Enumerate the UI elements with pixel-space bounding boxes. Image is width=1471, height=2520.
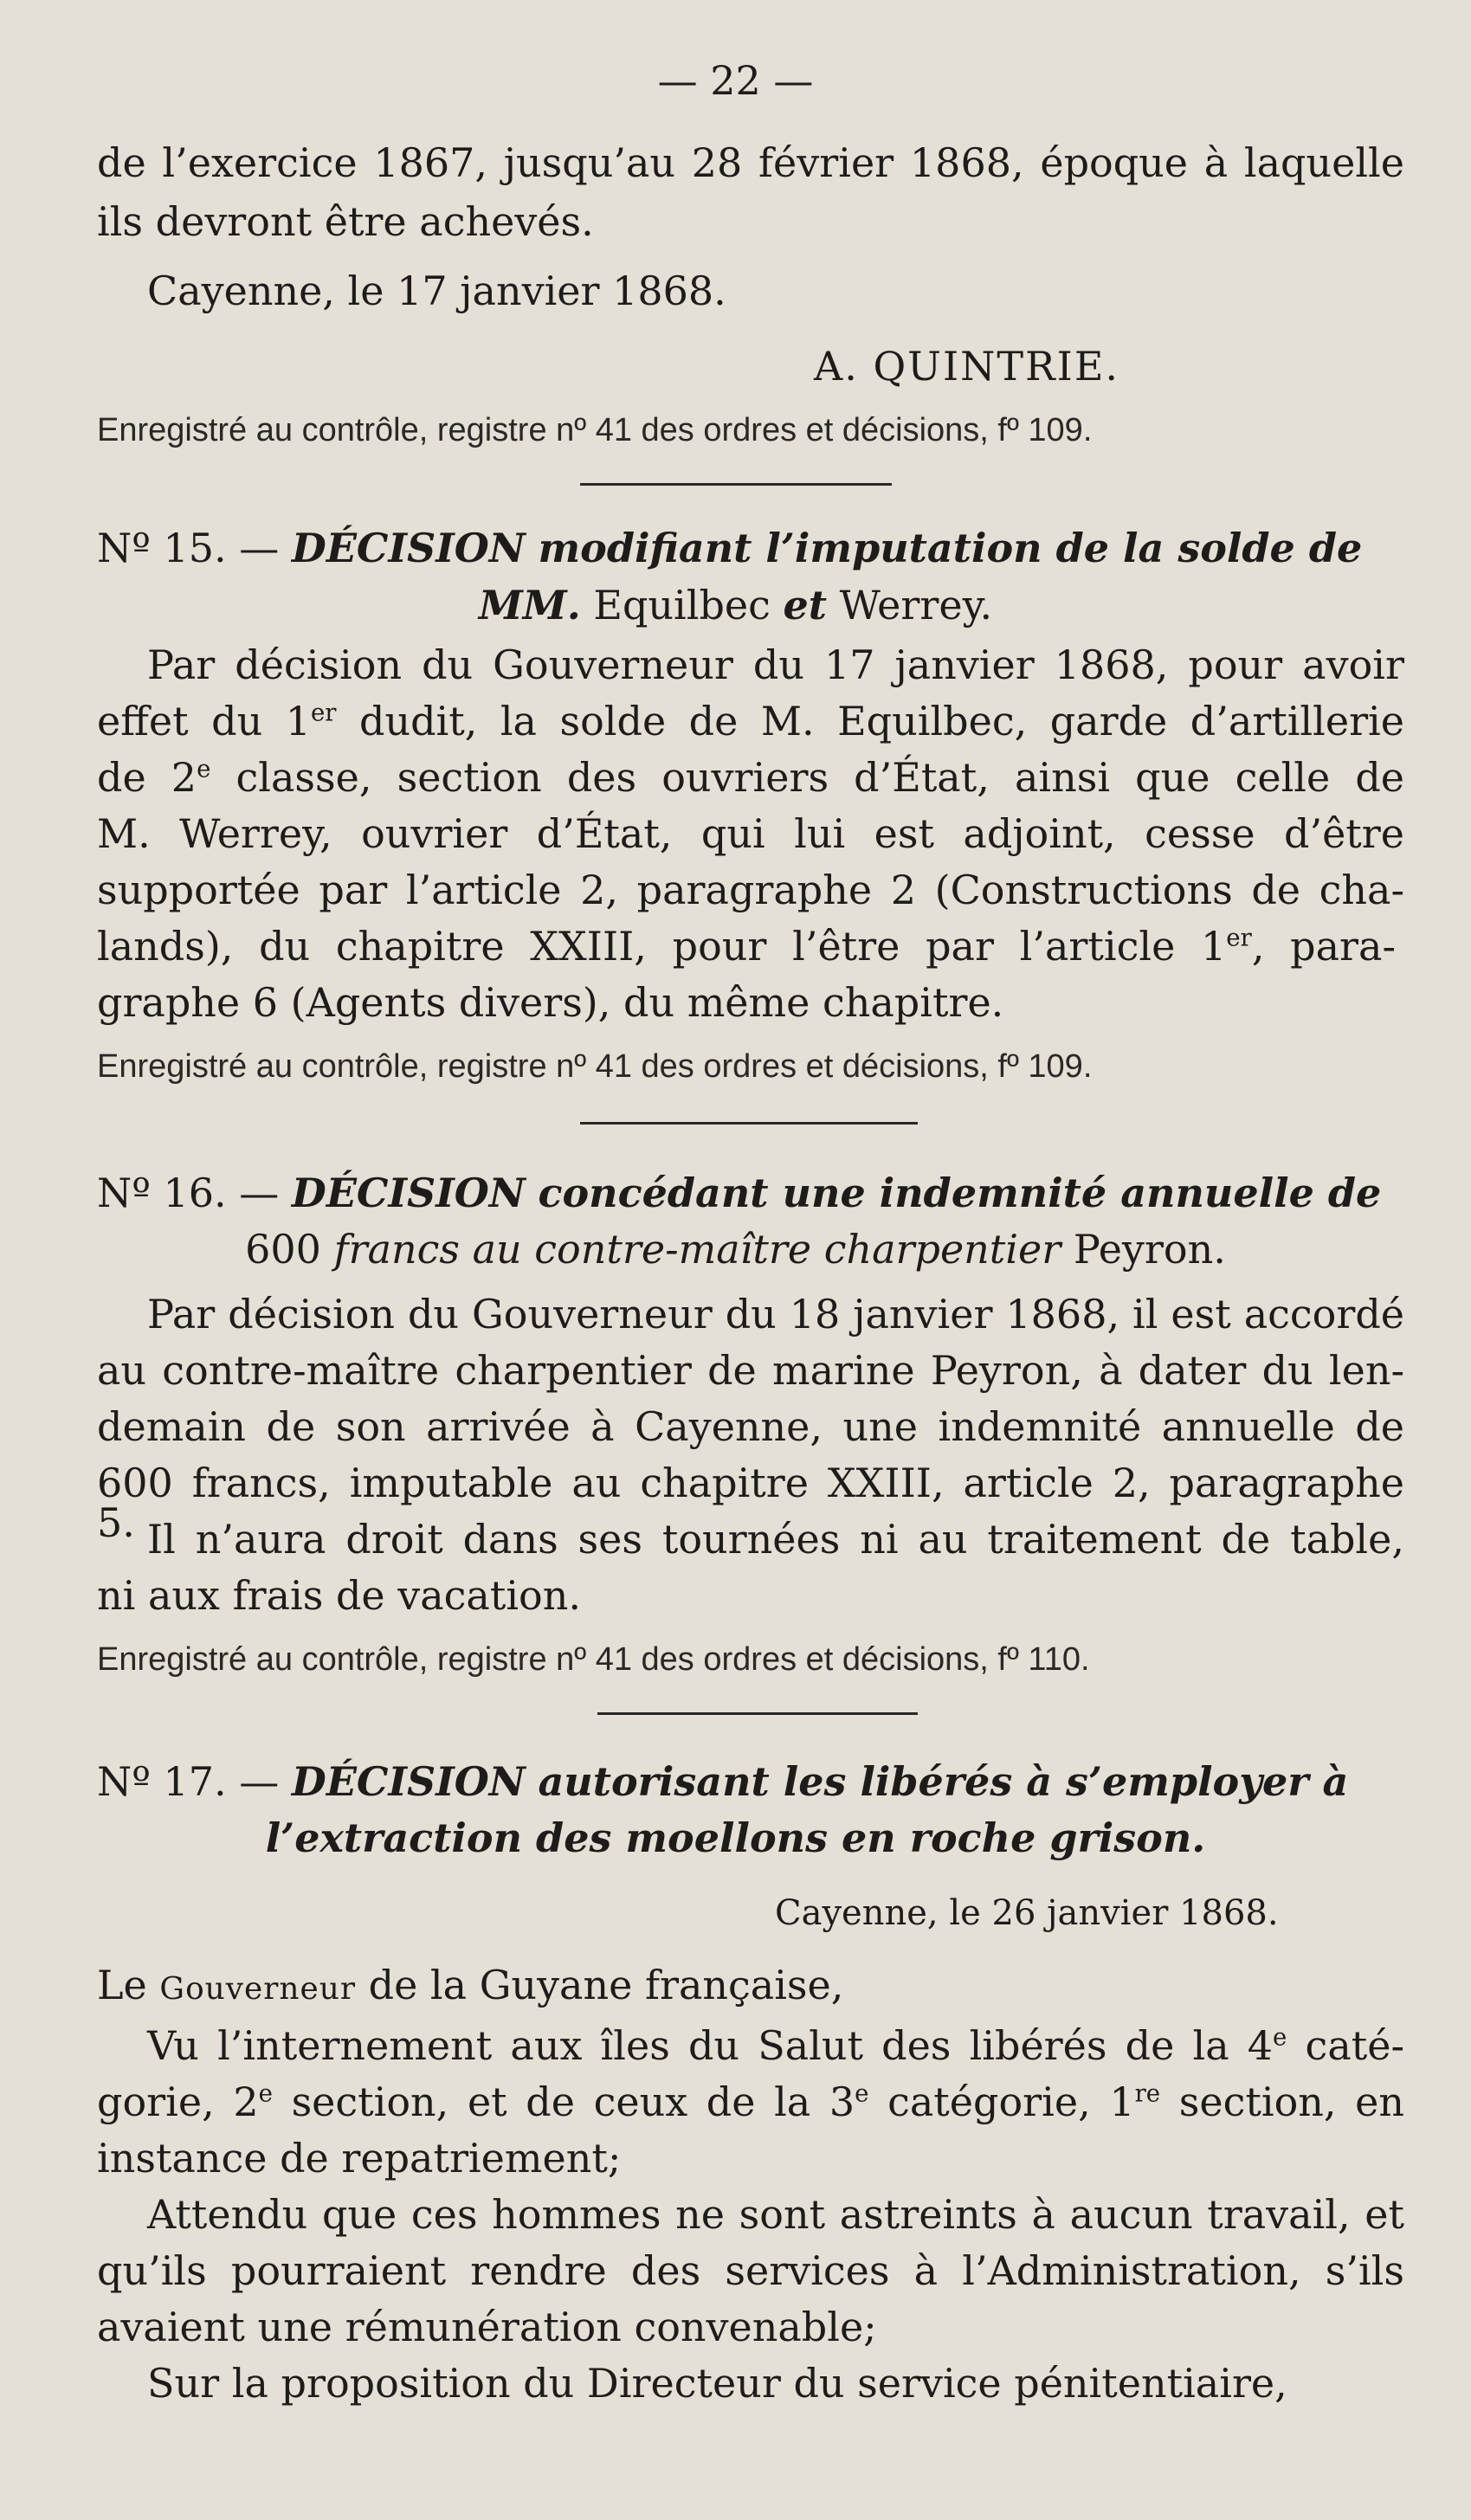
decision-17-body-line-5: qu’ils pourraient rendre des services à l’Administration, s’ils	[97, 2247, 1404, 2294]
intro-signature: A. QUINTRIE.	[814, 343, 1120, 390]
decision-15-number: Nº 15.	[97, 525, 227, 571]
divider-2	[580, 1122, 918, 1125]
text-segment: section, et de ceux de la 3	[272, 2079, 855, 2125]
decision-17-body-line-1	[147, 2022, 1404, 2069]
superscript: e	[197, 754, 211, 783]
text-segment: classe, section des ouvriers d’État, ainsi que celle de	[210, 754, 1405, 801]
decision-16-amount: 600	[245, 1226, 321, 1273]
intro-date: Cayenne, le 17 janvier 1868.	[147, 267, 726, 314]
decision-17-body-line-4: Attendu que ces hommes ne sont astreints à aucun travail, et	[147, 2191, 1404, 2238]
decision-16-title-rest: concédant une indemnité annuelle de	[538, 1170, 1382, 1216]
decision-15-body-line-1: Par décision du Gouverneur du 17 janvier 1868, pour avoir	[147, 641, 1404, 688]
decision-17-number: Nº 17.	[97, 1758, 227, 1805]
governor-word: Gouverneur	[159, 1971, 357, 2007]
text-segment: caté-	[1287, 2022, 1404, 2069]
decision-15-dash: —	[239, 525, 280, 571]
decision-17-label: DÉCISION	[291, 1758, 526, 1805]
decision-16-dash: —	[239, 1170, 280, 1216]
superscript: er	[1226, 923, 1252, 952]
decision-16-body-line-4: 600 francs, imputable au chapitre XXIII, article 2, paragraphe 5.	[97, 1460, 1404, 1546]
decision-15-body-line-3	[97, 754, 1405, 801]
decision-16-title-line-1	[97, 1170, 1404, 1216]
text-segment: section, en	[1160, 2079, 1404, 2125]
decision-16-body-line-6: ni aux frais de vacation.	[97, 1572, 581, 1619]
text-segment: effet du 1	[97, 698, 311, 744]
superscript: re	[1134, 2079, 1161, 2108]
decision-17-body-line-6: avaient une rémunération convenable;	[97, 2304, 877, 2350]
decision-15-title-line-2	[0, 582, 1471, 628]
decision-17-title-line-1	[97, 1758, 1404, 1805]
decision-15-registration: Enregistré au contrôle, registre nº 41 des ordres et décisions, fº 109.	[97, 1048, 1093, 1085]
decision-15-name-1: Equilbec	[593, 582, 771, 628]
superscript: e	[258, 2079, 273, 2108]
superscript: e	[1273, 2022, 1287, 2052]
decision-15-et: et	[783, 582, 828, 628]
decision-16-body-line-1: Par décision du Gouverneur du 18 janvier 1868, il est accordé	[147, 1291, 1404, 1337]
decision-15-title-line-1	[97, 525, 1404, 571]
decision-15-name-2: Werrey.	[839, 582, 993, 628]
decision-17-body-line-7: Sur la proposition du Directeur du service pénitentiaire,	[147, 2360, 1287, 2407]
decision-17-body-line-2	[97, 2079, 1404, 2125]
decision-16-title-line-2	[0, 1226, 1471, 1273]
decision-17-title-rest: autorisant les libérés à s’employer à	[538, 1758, 1349, 1805]
page-number: — 22 —	[657, 57, 814, 104]
superscript: er	[310, 698, 337, 727]
decision-17-title-line-2	[0, 1814, 1471, 1861]
decision-16-body-line-3: demain de son arrivée à Cayenne, une indemnité annuelle de	[97, 1403, 1404, 1450]
decision-16-body-line-2: au contre-maître charpentier de marine Peyron, à dater du len-	[97, 1347, 1404, 1394]
divider-1	[580, 483, 892, 486]
decision-15-body-line-7: graphe 6 (Agents divers), du même chapitre.	[97, 979, 1004, 1026]
decision-15-body-line-6	[97, 923, 1396, 970]
decision-17-governor-line	[97, 1962, 844, 2008]
decision-15-body-line-4: M. Werrey, ouvrier d’État, qui lui est adjoint, cesse d’être	[97, 810, 1404, 857]
decision-15-body-line-2	[97, 698, 1404, 744]
intro-registration: Enregistré au contrôle, registre nº 41 des ordres et décisions, fº 109.	[97, 412, 1093, 448]
decision-15-title-rest: modifiant l’imputation de la solde de	[538, 525, 1363, 571]
text-segment: lands), du chapitre XXIII, pour l’être par l’article 1	[97, 923, 1227, 970]
decision-16-number: Nº 16.	[97, 1170, 227, 1216]
decision-17-dash: —	[239, 1758, 280, 1805]
decision-15-label: DÉCISION	[291, 525, 526, 571]
intro-line-2: ils devront être achevés.	[97, 198, 594, 245]
decision-15-mm: MM.	[478, 582, 581, 628]
decision-16-body-line-5: Il n’aura droit dans ses tournées ni au traitement de table,	[147, 1516, 1404, 1563]
text-segment: Vu l’internement aux îles du Salut des libérés de la 4	[147, 2022, 1274, 2069]
text-segment: , para-	[1251, 923, 1396, 970]
decision-16-name: Peyron.	[1073, 1226, 1226, 1273]
text-segment: catégorie, 1	[868, 2079, 1135, 2125]
intro-line-1: de l’exercice 1867, jusqu’au 28 février 1868, époque à laquelle	[97, 139, 1404, 186]
decision-15-body-line-5: supportée par l’article 2, paragraphe 2 (Constructions de cha-	[97, 867, 1404, 913]
divider-3	[597, 1712, 918, 1715]
governor-le: Le	[97, 1962, 147, 2008]
text-segment: gorie, 2	[97, 2079, 259, 2125]
decision-16-label: DÉCISION	[291, 1170, 526, 1216]
governor-rest: de la Guyane française,	[368, 1962, 844, 2008]
decision-17-title-rest-2: l’extraction des moellons en roche grison.	[265, 1814, 1206, 1861]
decision-16-title-rest-2: francs au contre-maître charpentier	[333, 1226, 1061, 1273]
text-segment: dudit, la solde de M. Equilbec, garde d’artillerie	[336, 698, 1404, 744]
decision-17-date: Cayenne, le 26 janvier 1868.	[775, 1893, 1279, 1933]
decision-16-registration: Enregistré au contrôle, registre nº 41 des ordres et décisions, fº 110.	[97, 1641, 1090, 1678]
superscript: e	[855, 2079, 869, 2108]
text-segment: de 2	[97, 754, 197, 801]
decision-17-body-line-3: instance de repatriement;	[97, 2135, 622, 2182]
